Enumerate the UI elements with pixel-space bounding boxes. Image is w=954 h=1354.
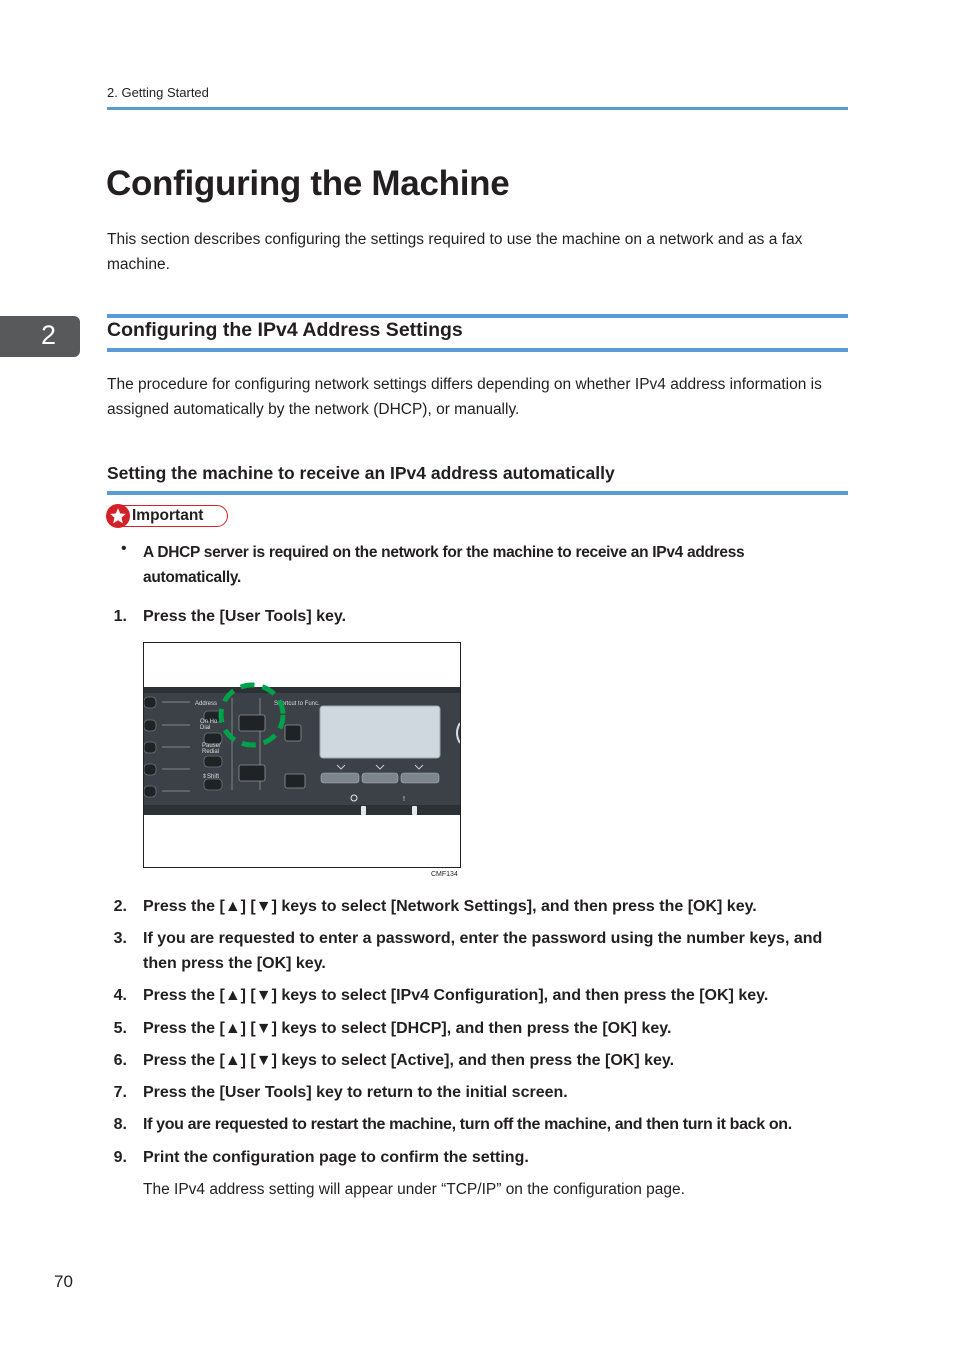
- svg-text:Dial: Dial: [200, 725, 211, 731]
- step-2: [107, 894, 852, 919]
- section-heading: Configuring the IPv4 Address Settings: [107, 319, 463, 341]
- chapter-number: 2: [41, 320, 57, 350]
- step-number: 8.: [113, 1116, 127, 1133]
- step-9: [107, 1145, 852, 1170]
- step-number: 2.: [113, 898, 127, 915]
- step-8: [107, 1112, 852, 1137]
- svg-text:Redial: Redial: [202, 749, 220, 755]
- step-text: If you are requested to enter a password, enter the password using the number keys, and then press the [OK] key.: [143, 930, 823, 972]
- step-text: Press the [User Tools] key.: [143, 608, 347, 625]
- figure-code: CMF134: [431, 871, 458, 878]
- control-panel-illustration: [144, 643, 461, 868]
- svg-text:On Ho: On Ho: [200, 719, 218, 725]
- step-number: 6.: [113, 1052, 127, 1069]
- important-badge: [107, 505, 228, 527]
- step-number: 5.: [113, 1020, 127, 1037]
- step-number: 7.: [113, 1084, 127, 1101]
- step-number: 3.: [113, 930, 127, 947]
- page-number: 70: [54, 1272, 73, 1291]
- step-7: [107, 1080, 852, 1105]
- step-5: [107, 1016, 852, 1041]
- header-rule: [107, 107, 848, 110]
- section-rule-top: [107, 314, 848, 318]
- step-text: Press the [User Tools] key to return to the initial screen.: [143, 1084, 568, 1101]
- step-9-result: The IPv4 address setting will appear under “TCP/IP” on the configuration page.: [143, 1181, 685, 1198]
- step-text: Press the [▲] [▼] keys to select [Active], and then press the [OK] key.: [143, 1052, 675, 1069]
- step-number: 4.: [113, 987, 127, 1004]
- important-label: Important: [132, 507, 204, 524]
- subsection-rule: [107, 491, 848, 495]
- important-bullet: A DHCP server is required on the network for the machine to receive an IPv4 address automatically.: [143, 544, 745, 586]
- step-text: Press the [▲] [▼] keys to select [DHCP], and then press the [OK] key.: [143, 1020, 672, 1037]
- step-6: [107, 1048, 852, 1073]
- page-title: Configuring the Machine: [106, 164, 510, 203]
- subsection-heading: Setting the machine to receive an IPv4 address automatically: [107, 463, 615, 483]
- chapter-tab: [0, 316, 80, 357]
- svg-text:Address: Address: [195, 701, 218, 707]
- control-panel-figure: [143, 642, 461, 868]
- svg-text:⇕Shift: ⇕Shift: [202, 774, 220, 780]
- step-3: [107, 926, 852, 976]
- step-text: If you are requested to restart the machine, turn off the machine, and then turn it back on.: [143, 1116, 792, 1133]
- step-number: 9.: [113, 1149, 127, 1166]
- svg-text:Shortcut to Func.: Shortcut to Func.: [274, 701, 320, 707]
- intro-paragraph: This section describes configuring the settings required to use the machine on a network and as a fax machine.: [107, 231, 803, 273]
- svg-text:!: !: [403, 796, 405, 803]
- section-paragraph: The procedure for configuring network settings differs depending on whether IPv4 address information is assigned automatically by the network (DHCP), or manually.: [107, 376, 822, 418]
- step-4: [107, 983, 852, 1008]
- star-icon: [106, 504, 130, 528]
- step-1: [107, 604, 852, 629]
- step-text: Print the configuration page to confirm the setting.: [143, 1149, 529, 1166]
- step-text: Press the [▲] [▼] keys to select [IPv4 Configuration], and then press the [OK] key.: [143, 987, 769, 1004]
- step-number: 1.: [113, 608, 127, 625]
- step-text: Press the [▲] [▼] keys to select [Network Settings], and then press the [OK] key.: [143, 898, 757, 915]
- svg-text:Pause/: Pause/: [202, 743, 221, 749]
- section-rule-bottom: [107, 348, 848, 352]
- running-head: 2. Getting Started: [107, 85, 209, 100]
- bullet-icon: •: [121, 540, 127, 557]
